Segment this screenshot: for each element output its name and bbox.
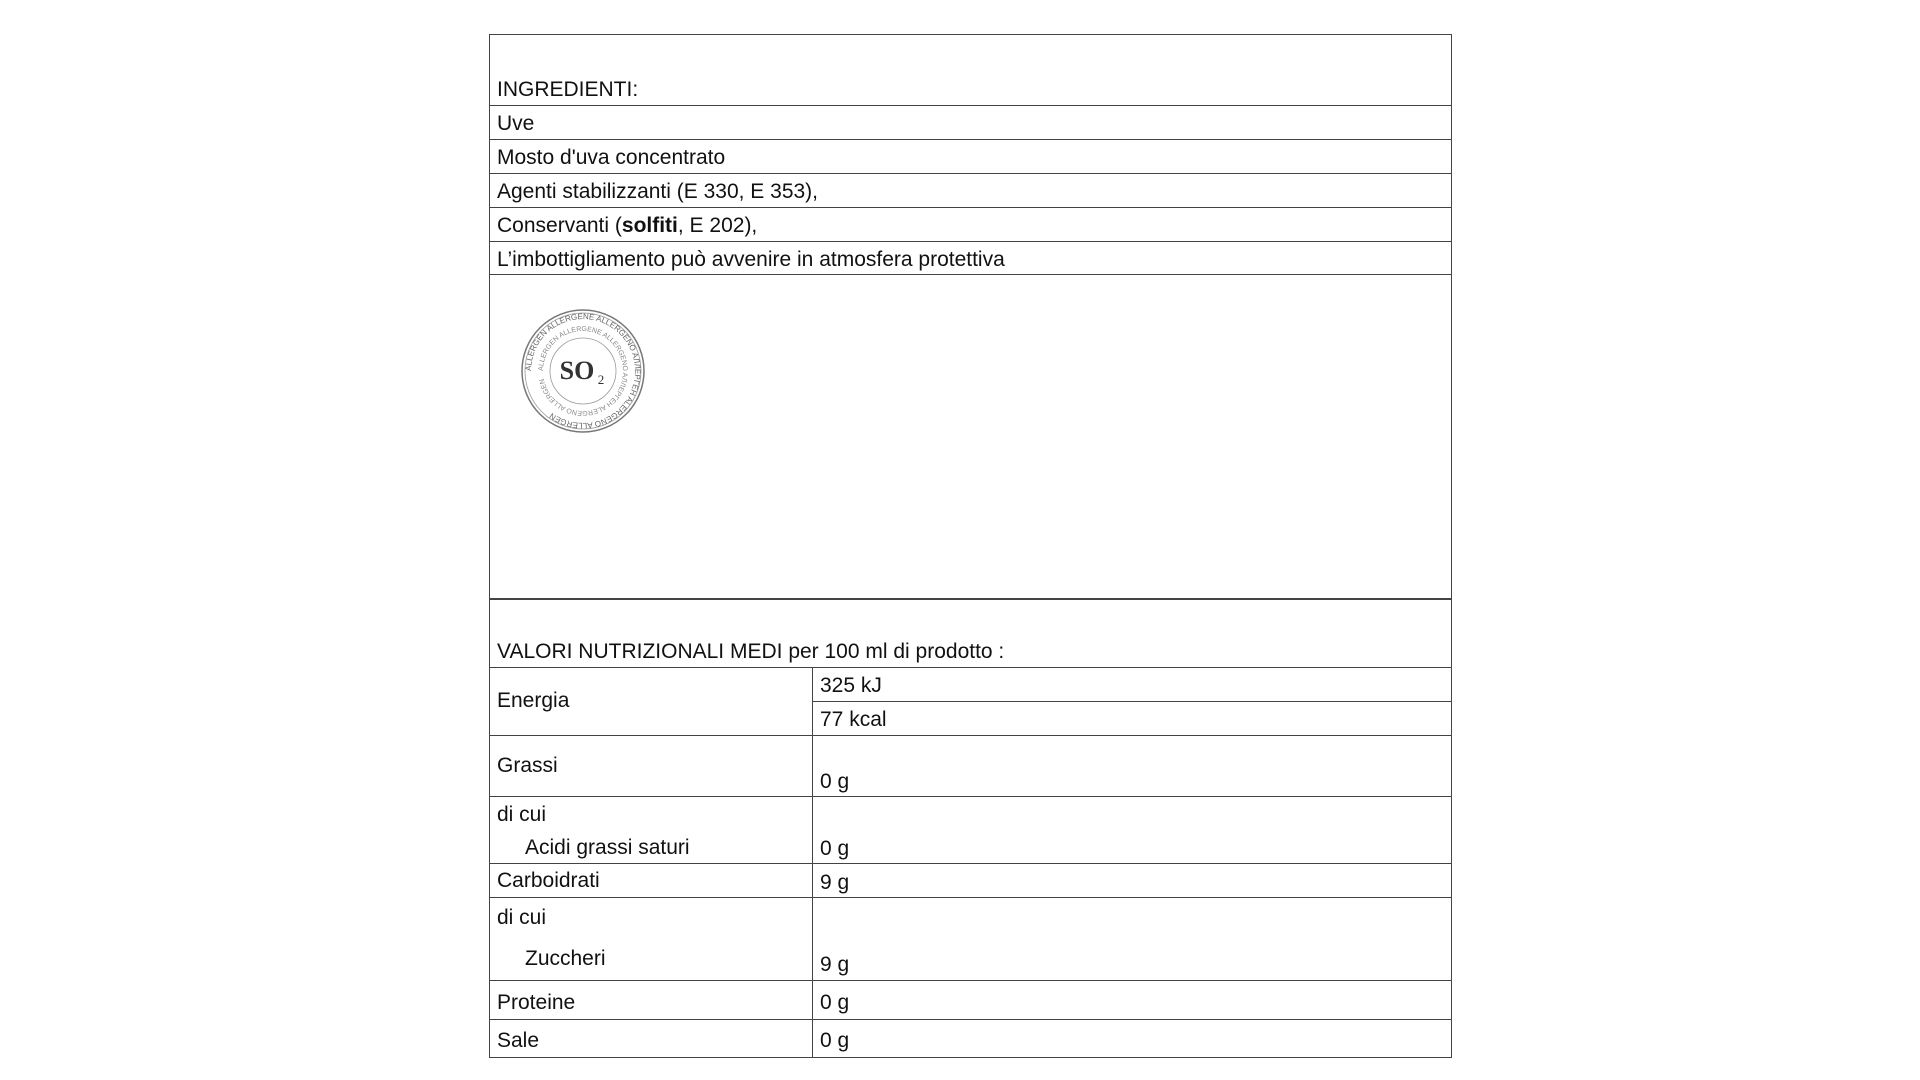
ingredient-item: Mosto d'uva concentrato <box>497 146 726 169</box>
seal-subscript: 2 <box>597 372 605 387</box>
allergen-sulfites: solfiti <box>621 214 678 237</box>
row-divider <box>489 241 1452 242</box>
fat-value: 0 g <box>820 770 850 793</box>
saturates-label: Acidi grassi saturi <box>525 836 690 859</box>
row-divider <box>489 863 1452 864</box>
bottling-note: L’imbottigliamento può avvenire in atmosfera protettiva <box>497 248 1005 271</box>
row-divider <box>489 173 1452 174</box>
row-divider <box>489 207 1452 208</box>
carbs-label: Carboidrati <box>497 869 600 892</box>
preservatives-suffix: , E 202), <box>677 214 758 237</box>
ingredient-preservatives <box>497 214 757 238</box>
seal-inner-ring-text: ALLERGEN ALLERGENE ALLERGENO AЛЛEPГEH ALERGENO ALLERGEN <box>537 325 629 417</box>
saturates-value: 0 g <box>820 837 850 860</box>
energy-label: Energia <box>497 689 570 712</box>
row-divider <box>489 1019 1452 1020</box>
ingredient-item: Agenti stabilizzanti (E 330, E 353), <box>497 180 819 203</box>
sugars-of-which: di cui <box>497 906 547 929</box>
energy-kj-value: 325 kJ <box>820 674 882 697</box>
row-divider <box>489 139 1452 140</box>
salt-label: Sale <box>497 1029 540 1052</box>
seal-ring-text: ALLERGEN ALLERGENE ALLERGENO AЛЛEPГEH ALERGENO ALLERGEN <box>523 311 643 431</box>
salt-value: 0 g <box>820 1029 850 1052</box>
energy-kcal-value: 77 kcal <box>820 708 887 731</box>
row-divider <box>489 667 1452 668</box>
row-divider <box>489 796 1452 797</box>
carbs-value: 9 g <box>820 871 850 894</box>
row-divider <box>489 105 1452 106</box>
saturates-of-which: di cui <box>497 803 547 826</box>
sugars-value: 9 g <box>820 953 850 976</box>
sugars-label: Zuccheri <box>525 947 606 970</box>
nutrition-heading: VALORI NUTRIZIONALI MEDI per 100 ml di prodotto : <box>497 640 1005 663</box>
protein-value: 0 g <box>820 991 850 1014</box>
row-divider <box>812 701 1452 702</box>
fat-label: Grassi <box>497 754 558 777</box>
row-divider <box>489 274 1452 275</box>
so2-allergen-seal-icon <box>520 308 646 434</box>
ingredients-heading: INGREDIENTI: <box>497 78 639 101</box>
preservatives-prefix: Conservanti ( <box>497 214 622 237</box>
row-divider <box>489 735 1452 736</box>
ingredient-item: Uve <box>497 112 535 135</box>
protein-label: Proteine <box>497 991 576 1014</box>
row-divider <box>489 897 1452 898</box>
seal-symbol: SO <box>559 356 595 385</box>
row-divider <box>489 980 1452 981</box>
